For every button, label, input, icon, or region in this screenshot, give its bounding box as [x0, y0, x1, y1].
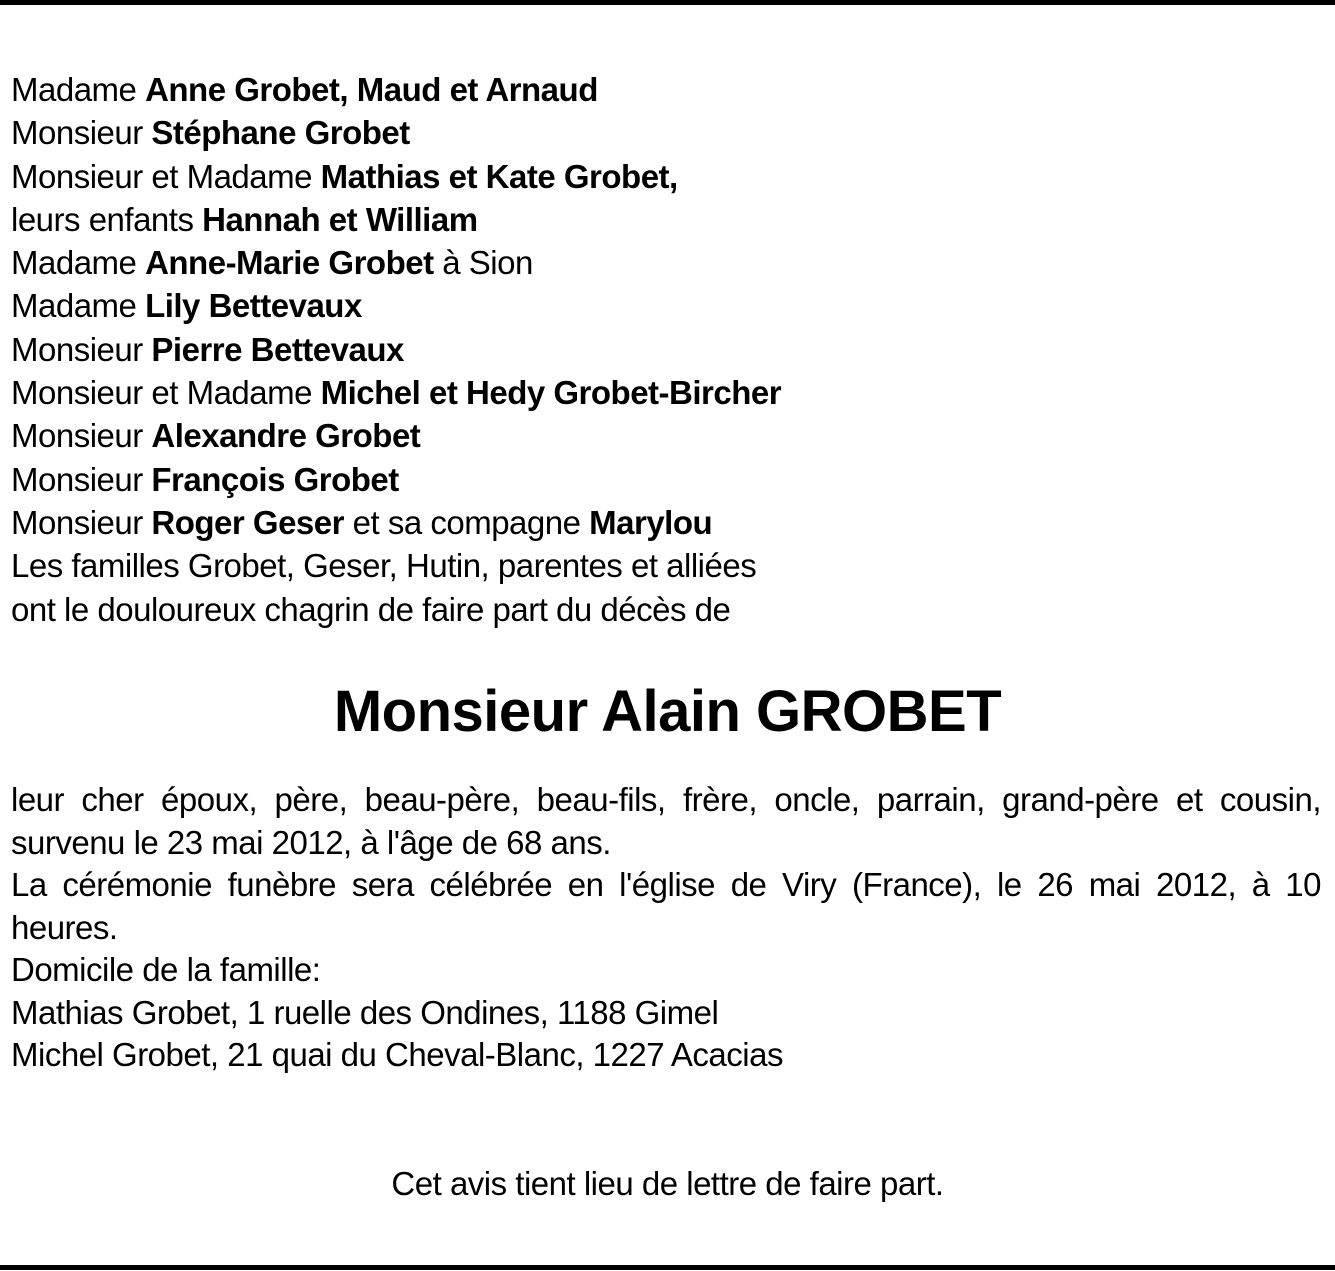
- family-line: [11, 328, 1321, 371]
- family-title: Monsieur: [11, 114, 152, 152]
- family-title: Monsieur: [11, 503, 152, 541]
- family-line: [11, 241, 1321, 284]
- bottom-border-rule: [0, 1265, 1335, 1270]
- family-line: [11, 284, 1321, 327]
- announcement-line: ont le douloureux chagrin de faire part du décès de: [11, 590, 731, 628]
- family-member-name: Pierre Bettevaux: [151, 330, 404, 368]
- family-title: Madame: [11, 287, 146, 325]
- family-title: Monsieur: [11, 417, 152, 455]
- family-member-name: Mathias et Kate Grobet,: [320, 157, 678, 195]
- family-address: Michel Grobet, 21 quai du Cheval-Blanc, 1227 Acacias: [11, 1036, 783, 1073]
- family-title: Monsieur et Madame: [11, 374, 321, 412]
- top-border-rule: [0, 0, 1335, 5]
- families-line: Les familles Grobet, Geser, Hutin, parentes et alliées: [11, 547, 757, 585]
- domicile-label: Domicile de la famille:: [11, 951, 321, 988]
- family-title: Madame: [11, 244, 146, 282]
- ceremony-paragraph: La cérémonie funèbre sera célébrée en l'église de Viry (France), le 26 mai 2012, à 10 heures.: [11, 866, 1321, 946]
- bereaved-family-list: [11, 68, 1321, 631]
- family-location: à Sion: [433, 244, 533, 282]
- family-line: [11, 414, 1321, 457]
- obituary-details: [11, 779, 1321, 1077]
- family-member-name: Anne-Marie Grobet: [145, 244, 434, 282]
- family-title: Monsieur et Madame: [11, 157, 321, 195]
- family-member-name: Michel et Hedy Grobet-Bircher: [320, 374, 782, 412]
- family-title: Madame: [11, 71, 146, 108]
- family-member-name: Anne Grobet, Maud et Arnaud: [145, 71, 598, 108]
- family-line: [11, 371, 1321, 414]
- family-member-name: Alexandre Grobet: [151, 417, 421, 455]
- deceased-name-heading: Monsieur Alain GROBET: [333, 679, 1002, 744]
- family-line: [11, 155, 1321, 198]
- family-line: [11, 111, 1321, 154]
- family-line: [11, 198, 1321, 241]
- family-member-name: Lily Bettevaux: [145, 287, 362, 325]
- family-title: Monsieur: [11, 460, 152, 498]
- family-member-name: Roger Geser: [151, 503, 344, 541]
- family-line: [11, 68, 1321, 111]
- closing-note: Cet avis tient lieu de lettre de faire part.: [391, 1165, 944, 1202]
- family-title: leurs enfants: [11, 200, 203, 238]
- family-title: Monsieur: [11, 330, 152, 368]
- family-line: [11, 458, 1321, 501]
- family-connector: et sa compagne: [343, 503, 590, 541]
- family-member-name: François Grobet: [151, 460, 399, 498]
- family-line: [11, 501, 1321, 544]
- family-member-name: Hannah et William: [202, 200, 478, 238]
- relation-paragraph: leur cher époux, père, beau-père, beau-fils, frère, oncle, parrain, grand-père et cousin, survenu le 23 mai 2012, à l'âge de 68 ans.: [11, 781, 1321, 861]
- family-address: Mathias Grobet, 1 ruelle des Ondines, 1188 Gimel: [11, 993, 719, 1031]
- family-member-name: Marylou: [589, 503, 713, 541]
- family-member-name: Stéphane Grobet: [151, 114, 410, 152]
